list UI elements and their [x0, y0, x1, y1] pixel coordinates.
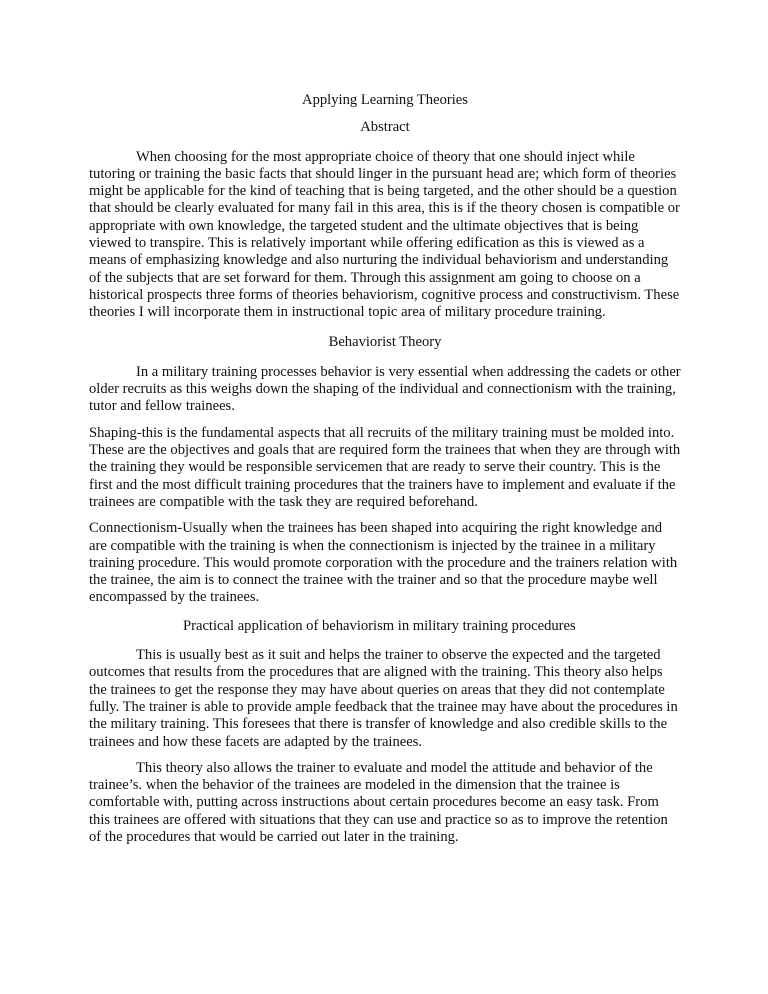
document-title: Applying Learning Theories: [302, 92, 468, 108]
document-content: [89, 92, 681, 846]
connectionism-paragraph: Connectionism-Usually when the trainees has been shaped into acquiring the right knowledge and are compatible with the training is when the connectionism is injected by the trainee in a military training procedure. This would promote corporation with the procedure and the trainers relation with the trainee, the aim is to connect the trainee with the trainer and so that the procedure maybe well encompassed by the trainees.: [89, 520, 678, 606]
practical-application-heading: Practical application of behaviorism in military training procedures: [183, 617, 576, 634]
practical-paragraph-2: This theory also allows the trainer to evaluate and model the attitude and behavior of the trainee’s. when the behavior of the trainees are modeled in the dimension that the trainee is comfortable with, putting across instructions about certain procedures become an easy task. From this trainees are offered with situations that they can use and practice so as to improve the retention of the procedures that would be carried out later in the training.: [89, 759, 668, 845]
practical-paragraph-1: This is usually best as it suit and helps the trainer to observe the expected and the targeted outcomes that results from the procedures that are aligned with the training. This theory also helps the trainees to get the response they may have about queries on areas that they did not contemplate fully. The trainer is able to provide ample feedback that the trainee may have about the procedures in the military training. This foresees that there is transfer of knowledge and also credible skills to the trainees and how these facets are adapted by the trainees.: [89, 647, 678, 750]
behaviorist-theory-heading: Behaviorist Theory: [328, 333, 442, 350]
abstract-paragraph: When choosing for the most appropriate choice of theory that one should inject while tutoring or training the basic facts that should linger in the pursuant head are; which form of theories might be applicable for the kind of teaching that is being targeted, and the other should be a question that should be clearly evaluated for many fail in this area, this is if the theory chosen is compatible or appropriate with own knowledge, the targeted student and the ultimate objectives that is being viewed to transpire. This is relatively important while offering edification as this is viewed as a means of emphasizing knowledge and also nurturing the individual behaviorism and understanding of the subjects that are set forward for them. Through this assignment am going to choose on a historical prospects three forms of theories behaviorism, cognitive process and constructivism. These theories I will incorporate them in instructional topic area of military procedure training.: [89, 148, 680, 321]
abstract-heading: Abstract: [360, 119, 410, 136]
behaviorist-paragraph: In a military training processes behavior is very essential when addressing the cadets or other older recruits as this weighs down the shaping of the individual and connectionism with the training, tutor and fellow trainees.: [89, 363, 681, 415]
shaping-paragraph: Shaping-this is the fundamental aspects that all recruits of the military training must be molded into. These are the objectives and goals that are required form the trainees that when they are through with the training they would be responsible servicemen that are ready to serve their country. This is the first and the most difficult training procedures that the trainers have to implement and evaluate if the trainees are compatible with the task they are required beforehand.: [89, 424, 681, 510]
